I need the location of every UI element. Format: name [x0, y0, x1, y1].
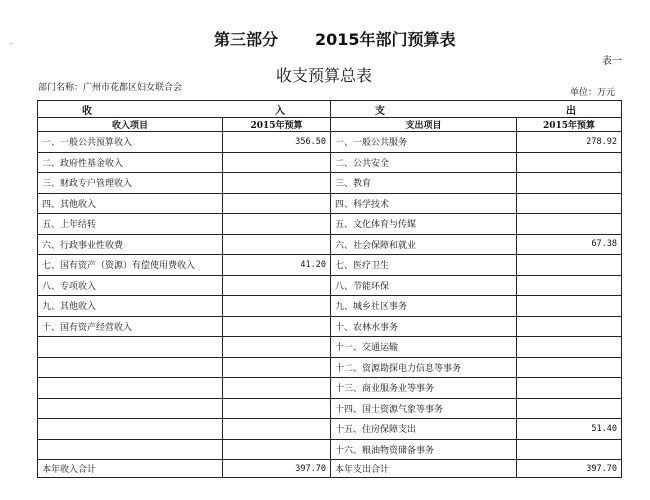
expense-amount: [517, 152, 622, 173]
income-group-header: [38, 101, 331, 118]
table-row: [38, 173, 622, 194]
column-header-row: [38, 118, 622, 132]
table-row: [38, 214, 622, 235]
table-row: [38, 398, 622, 419]
expense-item-header: 支出项目: [331, 118, 517, 132]
table-row: [38, 296, 622, 317]
expense-item: 十四、国土资源气象等事务: [331, 398, 517, 419]
table-row: [38, 234, 622, 255]
table-row: [38, 337, 622, 358]
income-amount: 41.20: [223, 255, 331, 276]
table-row: [38, 132, 622, 153]
income-amount: [223, 439, 331, 460]
income-item: 十、国有资产经营收入: [38, 316, 223, 337]
table-row: [38, 357, 622, 378]
income-amount: [223, 275, 331, 296]
table-row: [38, 255, 622, 276]
income-item: 二、政府性基金收入: [38, 152, 223, 173]
table-number: 表一: [602, 56, 622, 67]
income-amount: [223, 316, 331, 337]
income-total-amount: 397.70: [223, 460, 331, 478]
income-item: [38, 419, 223, 440]
expense-item: 二、公共安全: [331, 152, 517, 173]
expense-item: 十二、资源勘探电力信息等事务: [331, 357, 517, 378]
income-item: [38, 337, 223, 358]
table-row: [38, 316, 622, 337]
expense-item: 十五、住房保障支出: [331, 419, 517, 440]
income-item-header: 收入项目: [38, 118, 223, 132]
part-title: 第三部分: [214, 30, 279, 49]
expense-amount: [517, 296, 622, 317]
income-amount: [223, 173, 331, 194]
expense-amount: [517, 316, 622, 337]
income-item: [38, 357, 223, 378]
expense-amount: [517, 214, 622, 235]
totals-row: [38, 460, 622, 478]
expense-item: 十三、商业服务业等事务: [331, 378, 517, 399]
income-budget-header: 2015年预算: [223, 118, 331, 132]
expense-total-label: 本年支出合计: [331, 460, 517, 478]
expense-item: 九、城乡社区事务: [331, 296, 517, 317]
expense-item: 八、节能环保: [331, 275, 517, 296]
income-amount: [223, 357, 331, 378]
expense-item: 十一、交通运输: [331, 337, 517, 358]
expense-amount: [517, 357, 622, 378]
income-total-label: 本年收入合计: [38, 460, 223, 478]
expense-item: 十六、粮油物资储备事务: [331, 439, 517, 460]
income-amount: [223, 398, 331, 419]
income-item: [38, 439, 223, 460]
income-item: [38, 378, 223, 399]
expense-item: 一、一般公共服务: [331, 132, 517, 153]
expense-item: 三、教育: [331, 173, 517, 194]
income-item: 九、其他收入: [38, 296, 223, 317]
table-row: [38, 419, 622, 440]
expense-amount: [517, 439, 622, 460]
income-item: 三、财政专户管理收入: [38, 173, 223, 194]
income-amount: [223, 296, 331, 317]
expense-item: 十、农林水事务: [331, 316, 517, 337]
expense-amount: 67.38: [517, 234, 622, 255]
income-amount: [223, 152, 331, 173]
income-amount: [223, 378, 331, 399]
expense-item: 五、文化体育与传媒: [331, 214, 517, 235]
expense-amount: [517, 255, 622, 276]
budget-summary-table: [37, 100, 622, 478]
income-item: 四、其他收入: [38, 193, 223, 214]
income-amount: [223, 337, 331, 358]
table-row: [38, 152, 622, 173]
expense-amount: [517, 275, 622, 296]
expense-amount: [517, 193, 622, 214]
expense-amount: [517, 337, 622, 358]
income-group-char-1: 收: [82, 105, 93, 117]
income-amount: [223, 234, 331, 255]
income-amount: [223, 193, 331, 214]
table-row: [38, 193, 622, 214]
table-row: [38, 275, 622, 296]
expense-item: 四、科学技术: [331, 193, 517, 214]
expense-amount: [517, 378, 622, 399]
expense-group-char-1: 支: [375, 105, 386, 117]
income-item: 八、专项收入: [38, 275, 223, 296]
expense-group-char-2: 出: [566, 105, 577, 117]
expense-amount: 278.92: [517, 132, 622, 153]
income-amount: 356.50: [223, 132, 331, 153]
table-row: [38, 439, 622, 460]
unit-label: 单位：万元: [570, 88, 616, 98]
expense-budget-header: 2015年预算: [517, 118, 622, 132]
expense-amount: [517, 398, 622, 419]
income-group-char-2: 入: [275, 105, 286, 117]
income-item: 六、行政事业性收费: [38, 234, 223, 255]
page-title: 2015年部门预算表: [315, 30, 456, 49]
expense-amount: [517, 173, 622, 194]
income-item: [38, 398, 223, 419]
expense-group-header: [331, 101, 622, 118]
header-group-row: [38, 101, 622, 118]
table-subtitle: 收支预算总表: [276, 66, 373, 85]
expense-amount: 51.40: [517, 419, 622, 440]
income-item: 五、上年结转: [38, 214, 223, 235]
department-name: 部门名称：广州市花都区妇女联合会: [38, 83, 183, 93]
expense-total-amount: 397.70: [517, 460, 622, 478]
scan-mark: .: [10, 37, 13, 46]
expense-item: 六、社会保障和就业: [331, 234, 517, 255]
table-row: [38, 378, 622, 399]
income-amount: [223, 214, 331, 235]
income-item: 一、一般公共预算收入: [38, 132, 223, 153]
expense-item: 七、医疗卫生: [331, 255, 517, 276]
income-amount: [223, 419, 331, 440]
income-item: 七、国有资产（资源）有偿使用费收入: [38, 255, 223, 276]
